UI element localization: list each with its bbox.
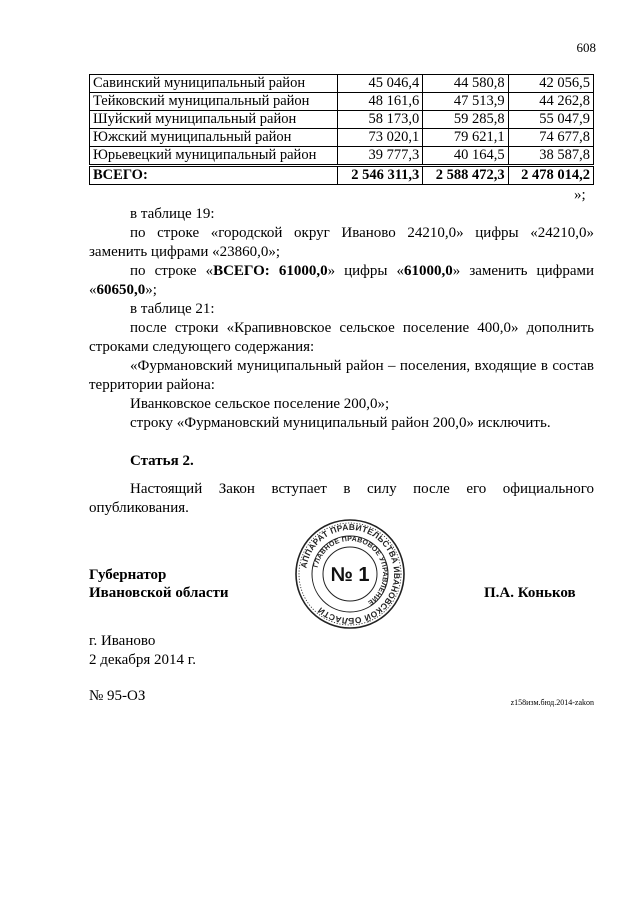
article-line2: опубликования. [89, 500, 189, 516]
law-number: № 95-ОЗ [89, 688, 146, 704]
table19-total-line1: по строке «ВСЕГО: 61000,0» цифры «61000,0» заменить цифрами [130, 263, 595, 279]
table19-line1: по строке «городской округ Иваново 24210,0» цифры «24210,0» [130, 225, 594, 241]
footer-city: г. Иваново [89, 633, 156, 649]
table-total-row [90, 166, 594, 185]
svg-text:№ 1: № 1 [330, 564, 370, 586]
value-cell: 47 513,9 [423, 93, 508, 111]
table21-line1: после строки «Крапивновское сельское поселение 400,0» дополнить [130, 320, 594, 336]
footer-date: 2 декабря 2014 г. [89, 652, 196, 668]
value-cell: 39 777,3 [337, 147, 422, 166]
value-cell: 59 285,8 [423, 111, 508, 129]
article-line1: Настоящий Закон вступает в силу после его официального [130, 481, 594, 497]
value-cell: 55 047,9 [508, 111, 593, 129]
budget-table [89, 74, 594, 185]
row-name-cell: Тейковский муниципальный район [90, 93, 338, 111]
official-seal-stamp [294, 518, 406, 630]
table19-total-line2: «60650,0»; [89, 282, 157, 298]
svg-text:АППАРАТ ПРАВИТЕЛЬСТВА ИВАНОВСК: АППАРАТ ПРАВИТЕЛЬСТВА ИВАНОВСКОЙ ОБЛАСТИ [298, 521, 403, 627]
value-cell: 2 588 472,3 [423, 166, 508, 185]
row-name-cell: ВСЕГО: [90, 166, 338, 185]
signature-position-line1: Губернатор [89, 567, 167, 583]
value-cell: 2 478 014,2 [508, 166, 593, 185]
table19-intro: в таблице 19: [130, 206, 215, 222]
signature-name: П.А. Коньков [484, 585, 576, 601]
table19-line2: заменить цифрами «23860,0»; [89, 244, 281, 260]
table21-line6: строку «Фурмановский муниципальный район 200,0» исключить. [130, 415, 551, 431]
page-number: 608 [576, 40, 596, 55]
value-cell: 38 587,8 [508, 147, 593, 166]
value-cell: 58 173,0 [337, 111, 422, 129]
row-name-cell: Савинский муниципальный район [90, 75, 338, 93]
value-cell: 45 046,4 [337, 75, 422, 93]
table21-line4: территории района: [89, 377, 215, 393]
table-closing-quote: »; [574, 187, 586, 203]
value-cell: 73 020,1 [337, 129, 422, 147]
signature-position-line2: Ивановской области [89, 585, 229, 601]
table-row [90, 75, 594, 93]
value-cell: 2 546 311,3 [337, 166, 422, 185]
value-cell: 44 262,8 [508, 93, 593, 111]
article-title: Статья 2. [130, 453, 194, 469]
value-cell: 48 161,6 [337, 93, 422, 111]
table-row [90, 147, 594, 166]
value-cell: 79 621,1 [423, 129, 508, 147]
row-name-cell: Шуйский муниципальный район [90, 111, 338, 129]
table-row [90, 111, 594, 129]
table21-line3: «Фурмановский муниципальный район – поселения, входящие в состав [130, 358, 594, 374]
table-row [90, 93, 594, 111]
value-cell: 42 056,5 [508, 75, 593, 93]
value-cell: 44 580,8 [423, 75, 508, 93]
value-cell: 40 164,5 [423, 147, 508, 166]
row-name-cell: Южский муниципальный район [90, 129, 338, 147]
table21-intro: в таблице 21: [130, 301, 215, 317]
table21-line2: строками следующего содержания: [89, 339, 315, 355]
table21-line5: Иванковское сельское поселение 200,0»; [130, 396, 390, 412]
row-name-cell: Юрьевецкий муниципальный район [90, 147, 338, 166]
svg-text:ГЛАВНОЕ ПРАВОВОЕ УПРАВЛЕНИЕ: ГЛАВНОЕ ПРАВОВОЕ УПРАВЛЕНИЕ [312, 535, 389, 607]
table-row [90, 129, 594, 147]
file-code: z158изм.бюд.2014-zakon [510, 698, 594, 707]
value-cell: 74 677,8 [508, 129, 593, 147]
